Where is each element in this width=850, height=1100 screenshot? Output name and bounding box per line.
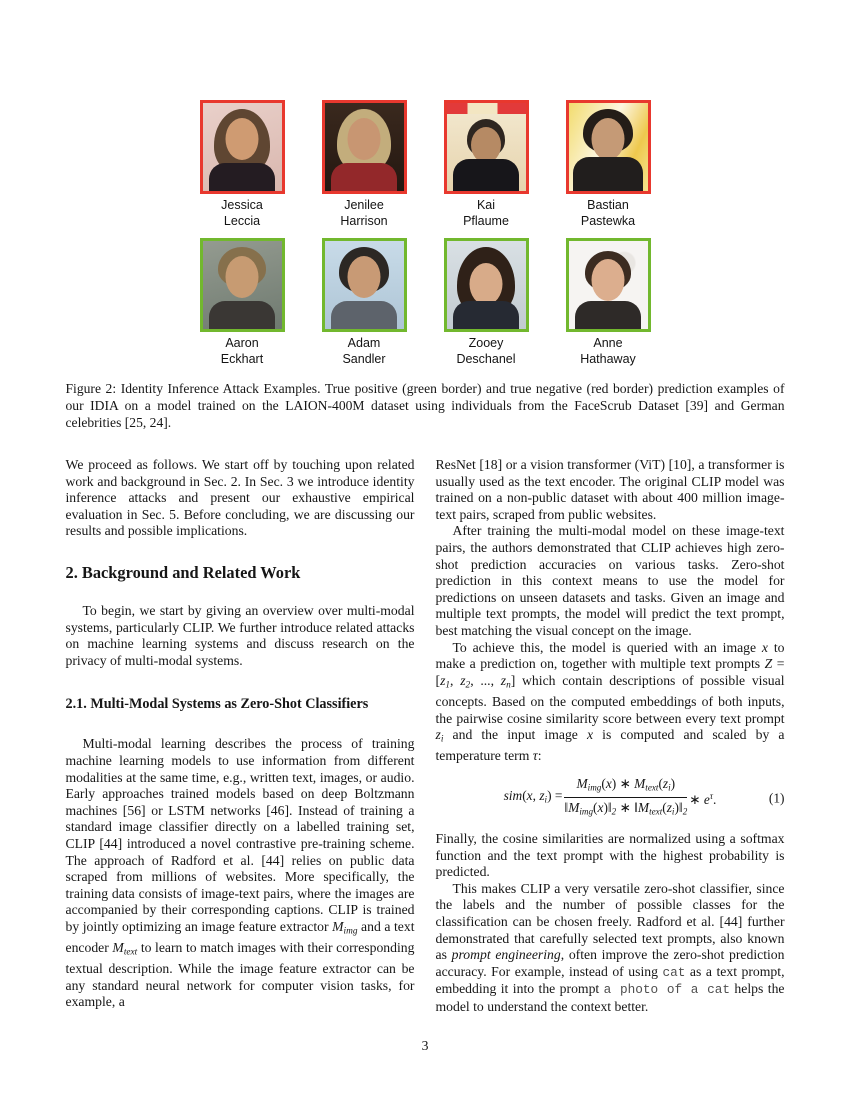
paragraph: Finally, the cosine similarities are normalized using a softmax function and the text prompt with the highest probability is predicted. [435, 830, 785, 880]
portrait-silhouette [348, 256, 381, 298]
portrait-silhouette [592, 259, 625, 301]
paragraph: This makes CLIP a very versatile zero-shot classifier, since the labels and the number of possible classes for the classification can be chosen freely. Radford et al. [44] further demonstrated that carefully selected text prompts, also known as prompt engineering, often improve the zero-shot prediction accuracy. For example, instead of using cat as a text prompt, embedding it into the prompt a photo of a cat helps the model to understand the context better. [435, 880, 785, 1014]
figure-row-true-positive [199, 238, 652, 367]
portrait-silhouette [331, 163, 397, 194]
celebrity-photo [200, 100, 285, 194]
last-name: Pastewka [580, 214, 636, 228]
portrait-silhouette [453, 159, 519, 194]
last-name: Pflaume [463, 214, 509, 228]
equation-fraction [564, 776, 687, 820]
portrait-silhouette [453, 301, 519, 332]
photo-tile-aaron-eckhart [200, 238, 285, 367]
last-name: Hathaway [580, 352, 636, 366]
portrait-silhouette [209, 163, 275, 194]
celebrity-photo [566, 238, 651, 332]
portrait-silhouette [226, 118, 259, 160]
photo-label [566, 335, 651, 367]
equation-denominator: ‖Mimg(x)‖2 ∗ ‖Mtext(zi)‖2 [564, 800, 688, 817]
figure-row-true-negative [199, 100, 652, 229]
celebrity-photo [200, 238, 285, 332]
portrait-silhouette [209, 301, 275, 332]
celebrity-photo [444, 100, 529, 194]
equation-tail: ∗ $e^\tau$. [689, 790, 717, 807]
photo-tile-kai-pflaume [444, 100, 529, 229]
figure-caption: Figure 2: Identity Inference Attack Examples. True positive (green border) and true negative (red border) prediction examples of our IDIA on a model trained on the LAION-400M dataset using individuals from the FaceScrub Dataset [39] and German celebrities [25, 24]. [65, 381, 785, 430]
photo-label [200, 335, 285, 367]
equation-numerator: Mimg(x) ∗ Mtext(zi) [564, 776, 687, 799]
figure-2 [199, 0, 652, 367]
celebrity-photo [322, 100, 407, 194]
right-column [436, 457, 785, 1016]
paragraph: Multi-modal learning describes the process of training machine learning models to use information from different modalities at the same time, e.g., written text, images, or audio. Early approaches trained models based on deep Boltzmann machines [56] or LSTM networks [46]. Instead of training a standard image classifier directly on a labelled training set, CLIP [44] introduced a novel contrastive pre-training scheme. The approach of Radford et al. [44] relies on public data scraped from millions of websites. More specifically, the training data consists of image-text pairs, where the images are accompanied by their corresponding captions. CLIP is trained by jointly optimizing an image feature extractor Mimg and a text encoder Mtext to learn to match images with their corresponding textual description. While the image feature extractor can be any standard neural network for computer vision tasks, for example, a [65, 736, 415, 1010]
section-heading: 2. Background and Related Work [65, 562, 301, 582]
first-name: Aaron [225, 336, 259, 350]
photo-tile-jenilee-harrison [322, 100, 407, 229]
paragraph: To achieve this, the model is queried with an image x to make a prediction on, together with multiple text prompts Z = [z1, z2, ..., zn] which contain descriptions of possible visual concepts. Based on the computed embeddings of both inputs, the pairwise cosine similarity score between every text prompt zi and the input image x is computed and scaled by a temperature term τ: [435, 639, 785, 764]
celebrity-photo [566, 100, 651, 194]
first-name: Kai [476, 198, 496, 212]
photo-label [200, 197, 285, 229]
last-name: Deschanel [456, 352, 516, 366]
photo-label [322, 335, 407, 367]
photo-label [566, 197, 651, 229]
left-column [66, 457, 415, 1016]
equation-number: (1) [768, 790, 785, 806]
last-name: Harrison [340, 214, 388, 228]
photo-label [444, 197, 529, 229]
portrait-silhouette [470, 263, 503, 305]
last-name: Eckhart [220, 352, 264, 366]
equation-1 [436, 776, 785, 820]
last-name: Sandler [342, 352, 386, 366]
portrait-silhouette [331, 301, 397, 332]
photo-tile-bastian-pastewka [566, 100, 651, 229]
first-name: Bastian [587, 198, 629, 212]
paragraph: We proceed as follows. We start off by touching upon related work and background in Sec. 2. In Sec. 3 we introduce identity inference attacks and present our exhaustive empirical evaluation in Sec. 5. Before concluding, we are discussing our results and possible implications. [65, 457, 415, 539]
celebrity-photo [322, 238, 407, 332]
page-number: 3 [421, 1038, 429, 1053]
photo-tile-anne-hathaway [566, 238, 651, 367]
celebrity-photo [444, 238, 529, 332]
photo-tile-jessica-leccia [200, 100, 285, 229]
paragraph: After training the multi-modal model on these image-text pairs, the authors demonstrated that CLIP achieves high zero-shot prediction accuracies on various tasks. Zero-shot prediction in this context means to use the model for predictions on unseen datasets and tasks. Given an image and multiple text prompts, the model will predict the text prompt, best matching the visual concept on the image. [435, 523, 785, 638]
first-name: Jenilee [344, 198, 384, 212]
portrait-silhouette [471, 127, 501, 163]
subsection-heading: 2.1. Multi-Modal Systems as Zero-Shot Classifiers [65, 696, 369, 713]
photo-tile-zooey-deschanel [444, 238, 529, 367]
portrait-silhouette [226, 256, 259, 298]
first-name: Adam [347, 336, 381, 350]
portrait-silhouette [348, 118, 381, 160]
equation-lhs: sim(x, zi) = [503, 788, 563, 805]
last-name: Leccia [223, 214, 261, 228]
first-name: Anne [593, 336, 623, 350]
portrait-silhouette [575, 301, 641, 332]
portrait-silhouette [573, 157, 643, 194]
body-columns [66, 457, 785, 1016]
paragraph: To begin, we start by giving an overview over multi-modal systems, particularly CLIP. We further introduce related attacks on machine learning systems and discuss research on the privacy of multi-modal systems. [65, 602, 415, 668]
first-name: Jessica [221, 198, 263, 212]
photo-label [322, 197, 407, 229]
photo-tile-adam-sandler [322, 238, 407, 367]
first-name: Zooey [468, 336, 504, 350]
photo-label [444, 335, 529, 367]
portrait-silhouette [592, 118, 625, 160]
paragraph: ResNet [18] or a vision transformer (ViT) [10], a transformer is usually used as the text encoder. The original CLIP model was trained on a non-public dataset with about 400 million image-text pairs, scraped from public websites. [435, 457, 785, 522]
